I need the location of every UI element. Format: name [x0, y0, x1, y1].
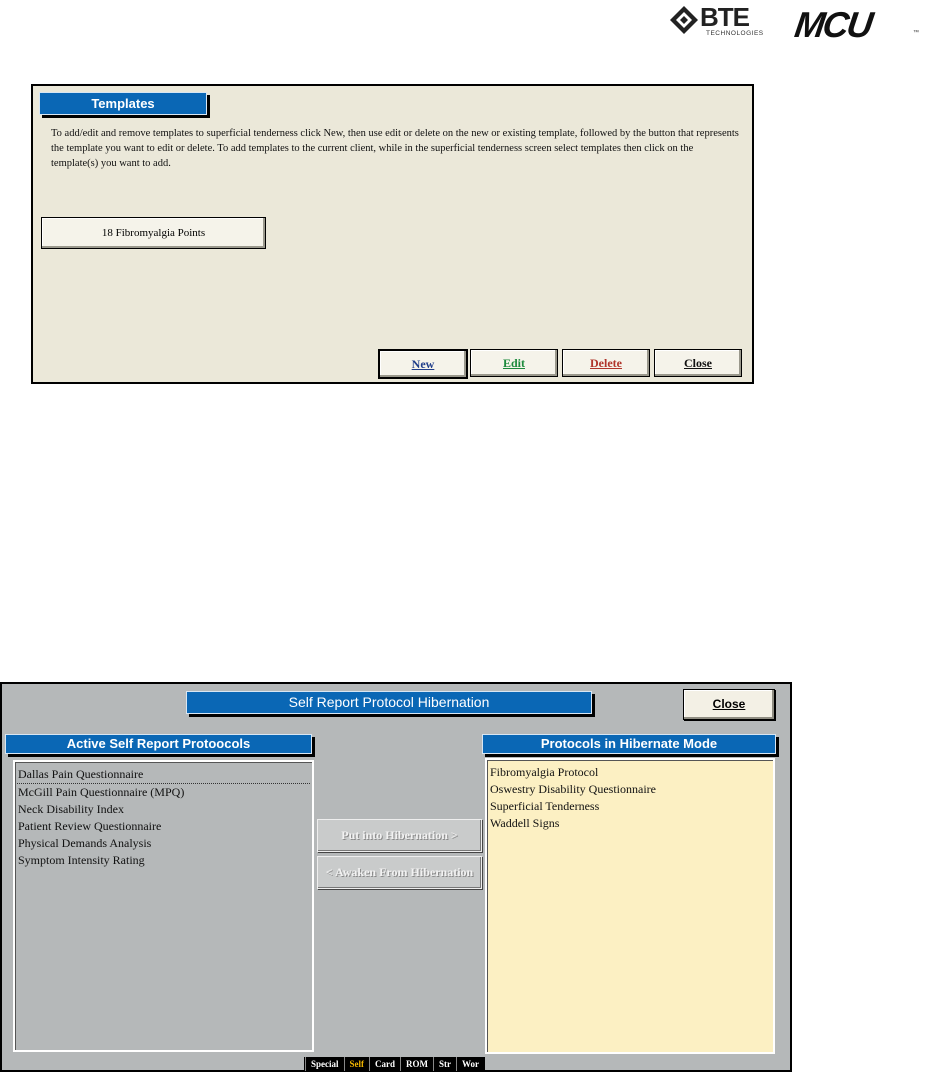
new-button[interactable]: New	[378, 349, 468, 379]
bte-logo-text: BTE	[700, 2, 749, 32]
bte-logo	[670, 2, 782, 42]
tab-rom[interactable]: ROM	[400, 1057, 433, 1071]
module-tab-bar	[304, 1057, 485, 1071]
hibernation-window	[0, 682, 792, 1072]
list-item[interactable]: Dallas Pain Questionnaire	[17, 766, 310, 784]
trademark-mark: ™	[913, 30, 919, 36]
bte-logo-subtext: TECHNOLOGIES	[706, 30, 764, 37]
template-item-button[interactable]: 18 Fibromyalgia Points	[41, 217, 266, 249]
active-protocols-list[interactable]	[13, 760, 314, 1052]
tab-card[interactable]: Card	[369, 1057, 400, 1071]
list-item[interactable]: Neck Disability Index	[18, 802, 124, 816]
list-item[interactable]: Patient Review Questionnaire	[18, 819, 162, 833]
list-item[interactable]: Superficial Tenderness	[490, 799, 600, 813]
hibernation-close-button[interactable]: Close	[683, 689, 775, 720]
tab-special[interactable]: Special	[305, 1057, 344, 1071]
delete-button[interactable]: Delete	[562, 349, 650, 377]
tab-str[interactable]: Str	[433, 1057, 456, 1071]
tab-wor[interactable]: Wor	[456, 1057, 484, 1071]
active-protocols-header: Active Self Report Protoocols	[5, 734, 312, 754]
mcu-logo: MCU	[792, 4, 874, 45]
list-item[interactable]: Symptom Intensity Rating	[18, 853, 145, 867]
put-into-hibernation-button[interactable]: Put into Hibernation >	[317, 819, 482, 852]
tab-self[interactable]: Self	[344, 1057, 370, 1071]
list-item[interactable]: Oswestry Disability Questionnaire	[490, 782, 656, 796]
templates-description: To add/edit and remove templates to superficial tenderness click New, then use edit or delete on the new or existing template, followed by the button that represents the template you want to edit or delete. To add templates to the current client, while in the superficial tenderness screen select templates then click on the template(s) you want to add.	[51, 128, 739, 169]
templates-close-button[interactable]: Close	[654, 349, 742, 377]
edit-button[interactable]: Edit	[470, 349, 558, 377]
bte-diamond-icon	[670, 6, 698, 34]
hibernation-title: Self Report Protocol Hibernation	[186, 691, 592, 714]
list-item[interactable]: McGill Pain Questionnaire (MPQ)	[18, 785, 185, 799]
list-item[interactable]: Waddell Signs	[490, 816, 560, 830]
awaken-from-hibernation-button[interactable]: < Awaken From Hibernation	[317, 856, 482, 889]
list-item[interactable]: Fibromyalgia Protocol	[490, 765, 599, 779]
list-item[interactable]: Physical Demands Analysis	[18, 836, 152, 850]
hibernate-protocols-list[interactable]	[485, 758, 775, 1054]
hibernate-protocols-header: Protocols in Hibernate Mode	[482, 734, 776, 754]
templates-window	[31, 84, 754, 384]
templates-title: Templates	[39, 92, 207, 115]
